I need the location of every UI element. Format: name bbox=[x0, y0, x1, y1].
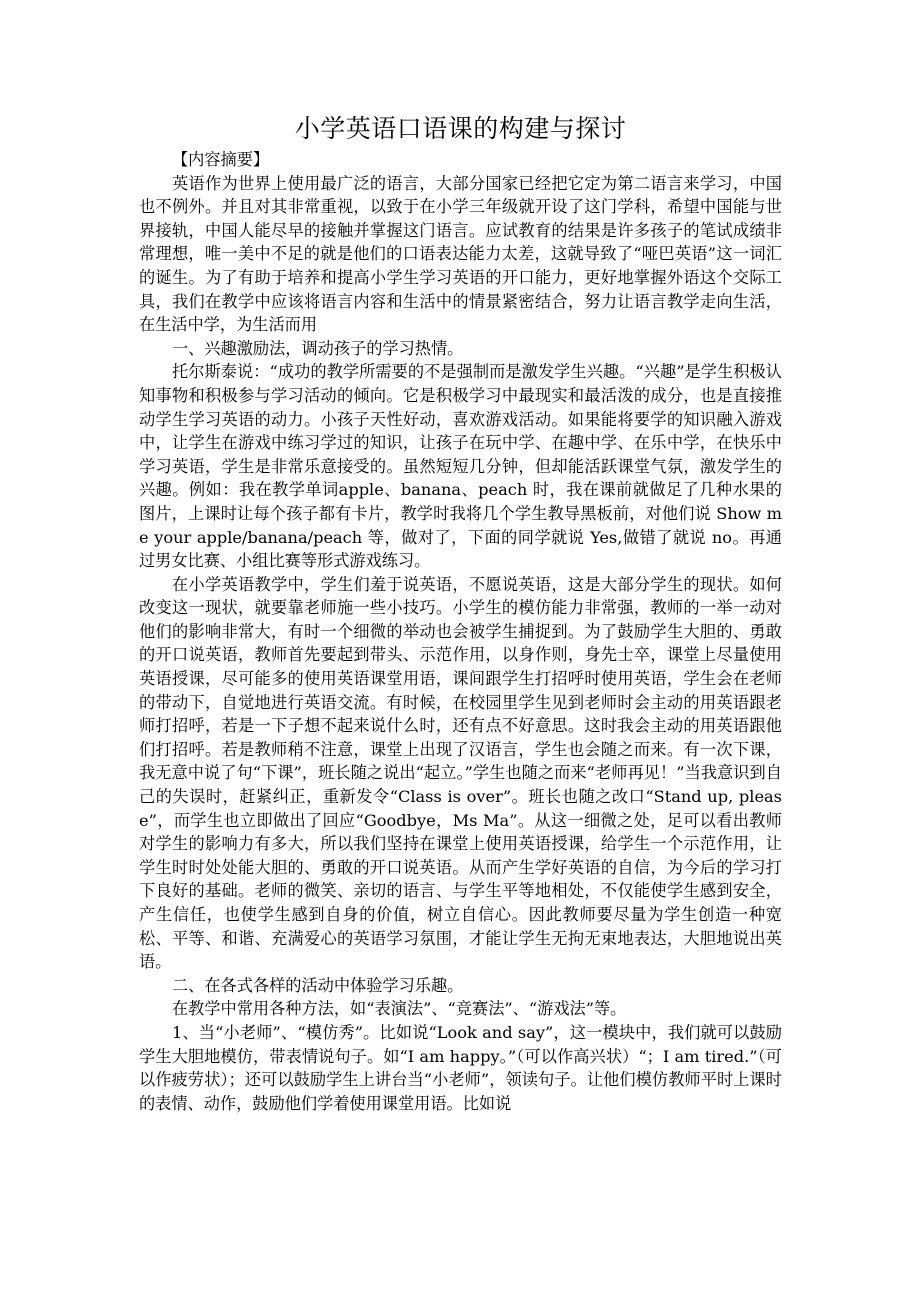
document-body bbox=[139, 112, 782, 1115]
abstract-label: 【内容摘要】 bbox=[172, 150, 270, 169]
paragraph-methods: 在教学中常用各种方法，如“表演法”、“竞赛法”、“游戏法”等。 bbox=[172, 999, 627, 1019]
section-heading-2: 二、在各式各样的活动中体验学习乐趣。 bbox=[172, 975, 464, 995]
paragraph-intro: 英语作为世界上使用最广泛的语言，大部分国家已经把它定为第二语言来学习，中国也不例外。并且对其非常重视，以致于在小学三年级就开设了这门学科，希望中国能与世界接轨，中国人能尽早的接触并掌握这门语言。应试教育的结果是许多孩子的笔试成绩非常理想，唯一美中不足的就是他们的口语表达能力太差，这就导致了“哑巴英语”这一词汇的诞生。为了有助于培养和提高小学生学习英语的开口能力，更好地掌握外语这个交际工具，我们在教学中应该将语言内容和生活中的情景紧密结合，努力让语言教学走向生活，在生活中学，为生活而用 bbox=[139, 173, 782, 335]
paragraph-little-teacher: 1、当“小老师”、“模仿秀”。比如说“Look and say”，这一模块中，我们就可以鼓励学生大胆地模仿，带表情说句子。如“I am happy。”（可以作高兴状）“；I am tired.”（可以作疲劳状）；还可以鼓励学生上讲台当“小老师”，领读句子。让他们模仿教师平时上课时的表情、动作，鼓励他们学着使用课堂用语。比如说 bbox=[139, 1022, 782, 1113]
document-title: 小学英语口语课的构建与探讨 bbox=[294, 114, 627, 143]
section-heading-1: 一、兴趣激励法，调动孩子的学习热情。 bbox=[172, 338, 464, 358]
paragraph-interest: 托尔斯泰说：“成功的教学所需要的不是强制而是激发学生兴趣。“兴趣”是学生积极认知事物和积极参与学习活动的倾向。它是积极学习中最现实和最活泼的成分，也是直接推动学生学习英语的动力。小孩子天性好动，喜欢游戏活动。如果能将要学的知识融入游戏中，让学生在游戏中练习学过的知识，让孩子在玩中学、在趣中学、在乐中学，在快乐中学习英语，学生是非常乐意接受的。虽然短短几分钟，但却能活跃课堂气氛，激发学生的兴趣。例如：我在教学单词apple、banana、peach 时，我在课前就做足了几种水果的图片，上课时让每个孩子都有卡片，教学时我将几个学生教导黑板前，对他们说 Show me your apple/banana/peach 等，做对了，下面的同学就说 Yes,做错了就说 no。再通过男女比赛、小组比赛等形式游戏练习。 bbox=[139, 362, 782, 571]
paragraph-teacher-example: 在小学英语教学中，学生们羞于说英语，不愿说英语，这是大部分学生的现状。如何改变这一现状，就要靠老师施一些小技巧。小学生的模仿能力非常强，教师的一举一动对他们的影响非常大，有时一个细微的举动也会被学生捕捉到。为了鼓励学生大胆的、勇敢的开口说英语，教师首先要起到带头、示范作用，以身作则，身先士卒，课堂上尽量使用英语授课，尽可能多的使用英语课堂用语，课间跟学生打招呼时使用英语，学生会在老师的带动下，自觉地进行英语交流。有时候，在校园里学生见到老师时会主动的用英语跟老师打招呼，若是一下子想不起来说什么时，还有点不好意思。这时我会主动的用英语跟他们打招呼。若是教师稍不注意，课堂上出现了汉语言，学生也会随之而来。有一次下课，我无意中说了句“下课”，班长随之说出“起立。”学生也随之而来“老师再见！”当我意识到自己的失误时，赶紧纠正，重新发令“Class is over”。班长也随之改口“Stand up, please”，而学生也立即做出了回应“Goodbye，Ms Ma”。从这一细微之处，足可以看出教师对学生的影响力有多大，所以我们坚持在课堂上使用英语授课，给学生一个示范作用，让学生时时处处能大胆的、勇敢的开口说英语。从而产生学好英语的自信，为今后的学习打下良好的基础。老师的微笑、亲切的语言、与学生平等地相处，不仅能使学生感到安全，产生信任，也使学生感到自身的价值，树立自信心。因此教师要尽量为学生创造一种宽松、平等、和谐、充满爱心的英语学习氛围，才能让学生无拘无束地表达，大胆地说出英语。 bbox=[139, 574, 782, 972]
